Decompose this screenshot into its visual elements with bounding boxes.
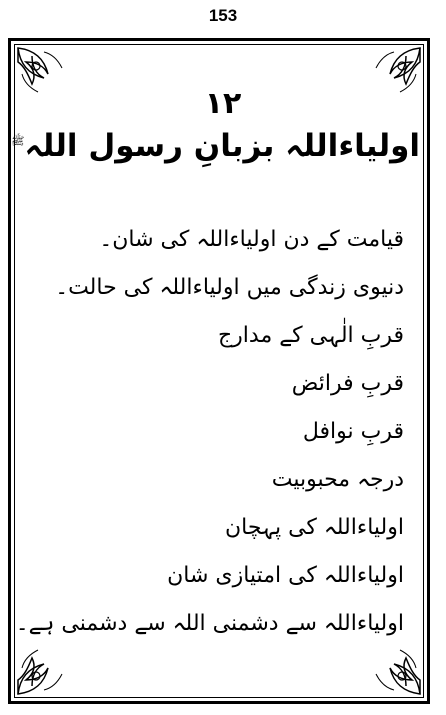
list-item: اولیاءاللہ سے دشمنی اللہ سے دشمنی ہے۔ bbox=[15, 611, 404, 636]
list-item: اولیاءاللہ کی پہچان bbox=[225, 515, 404, 540]
list-item: دنیوی زندگی میں اولیاءاللہ کی حالت۔ bbox=[55, 275, 404, 300]
page-number: 153 bbox=[208, 6, 238, 25]
chapter-title bbox=[11, 128, 420, 164]
honorific-mark: ﷺ bbox=[11, 134, 25, 148]
chapter-title-text: اولیاءاللہ بزبانِ رسول اللہ bbox=[24, 128, 420, 164]
list-item: قیامت کے دن اولیاءاللہ کی شان۔ bbox=[99, 227, 404, 252]
list-item: قربِ فرائض bbox=[291, 371, 404, 396]
list-item: درجہ محبوبیت bbox=[271, 467, 404, 492]
list-item: اولیاءاللہ کی امتیازی شان bbox=[167, 563, 404, 588]
list-item: قربِ الٰہی کے مدارج bbox=[217, 323, 404, 348]
topic-list bbox=[15, 216, 404, 648]
chapter-number: ١٢ bbox=[204, 86, 242, 121]
list-item: قربِ نوافل bbox=[302, 419, 404, 444]
